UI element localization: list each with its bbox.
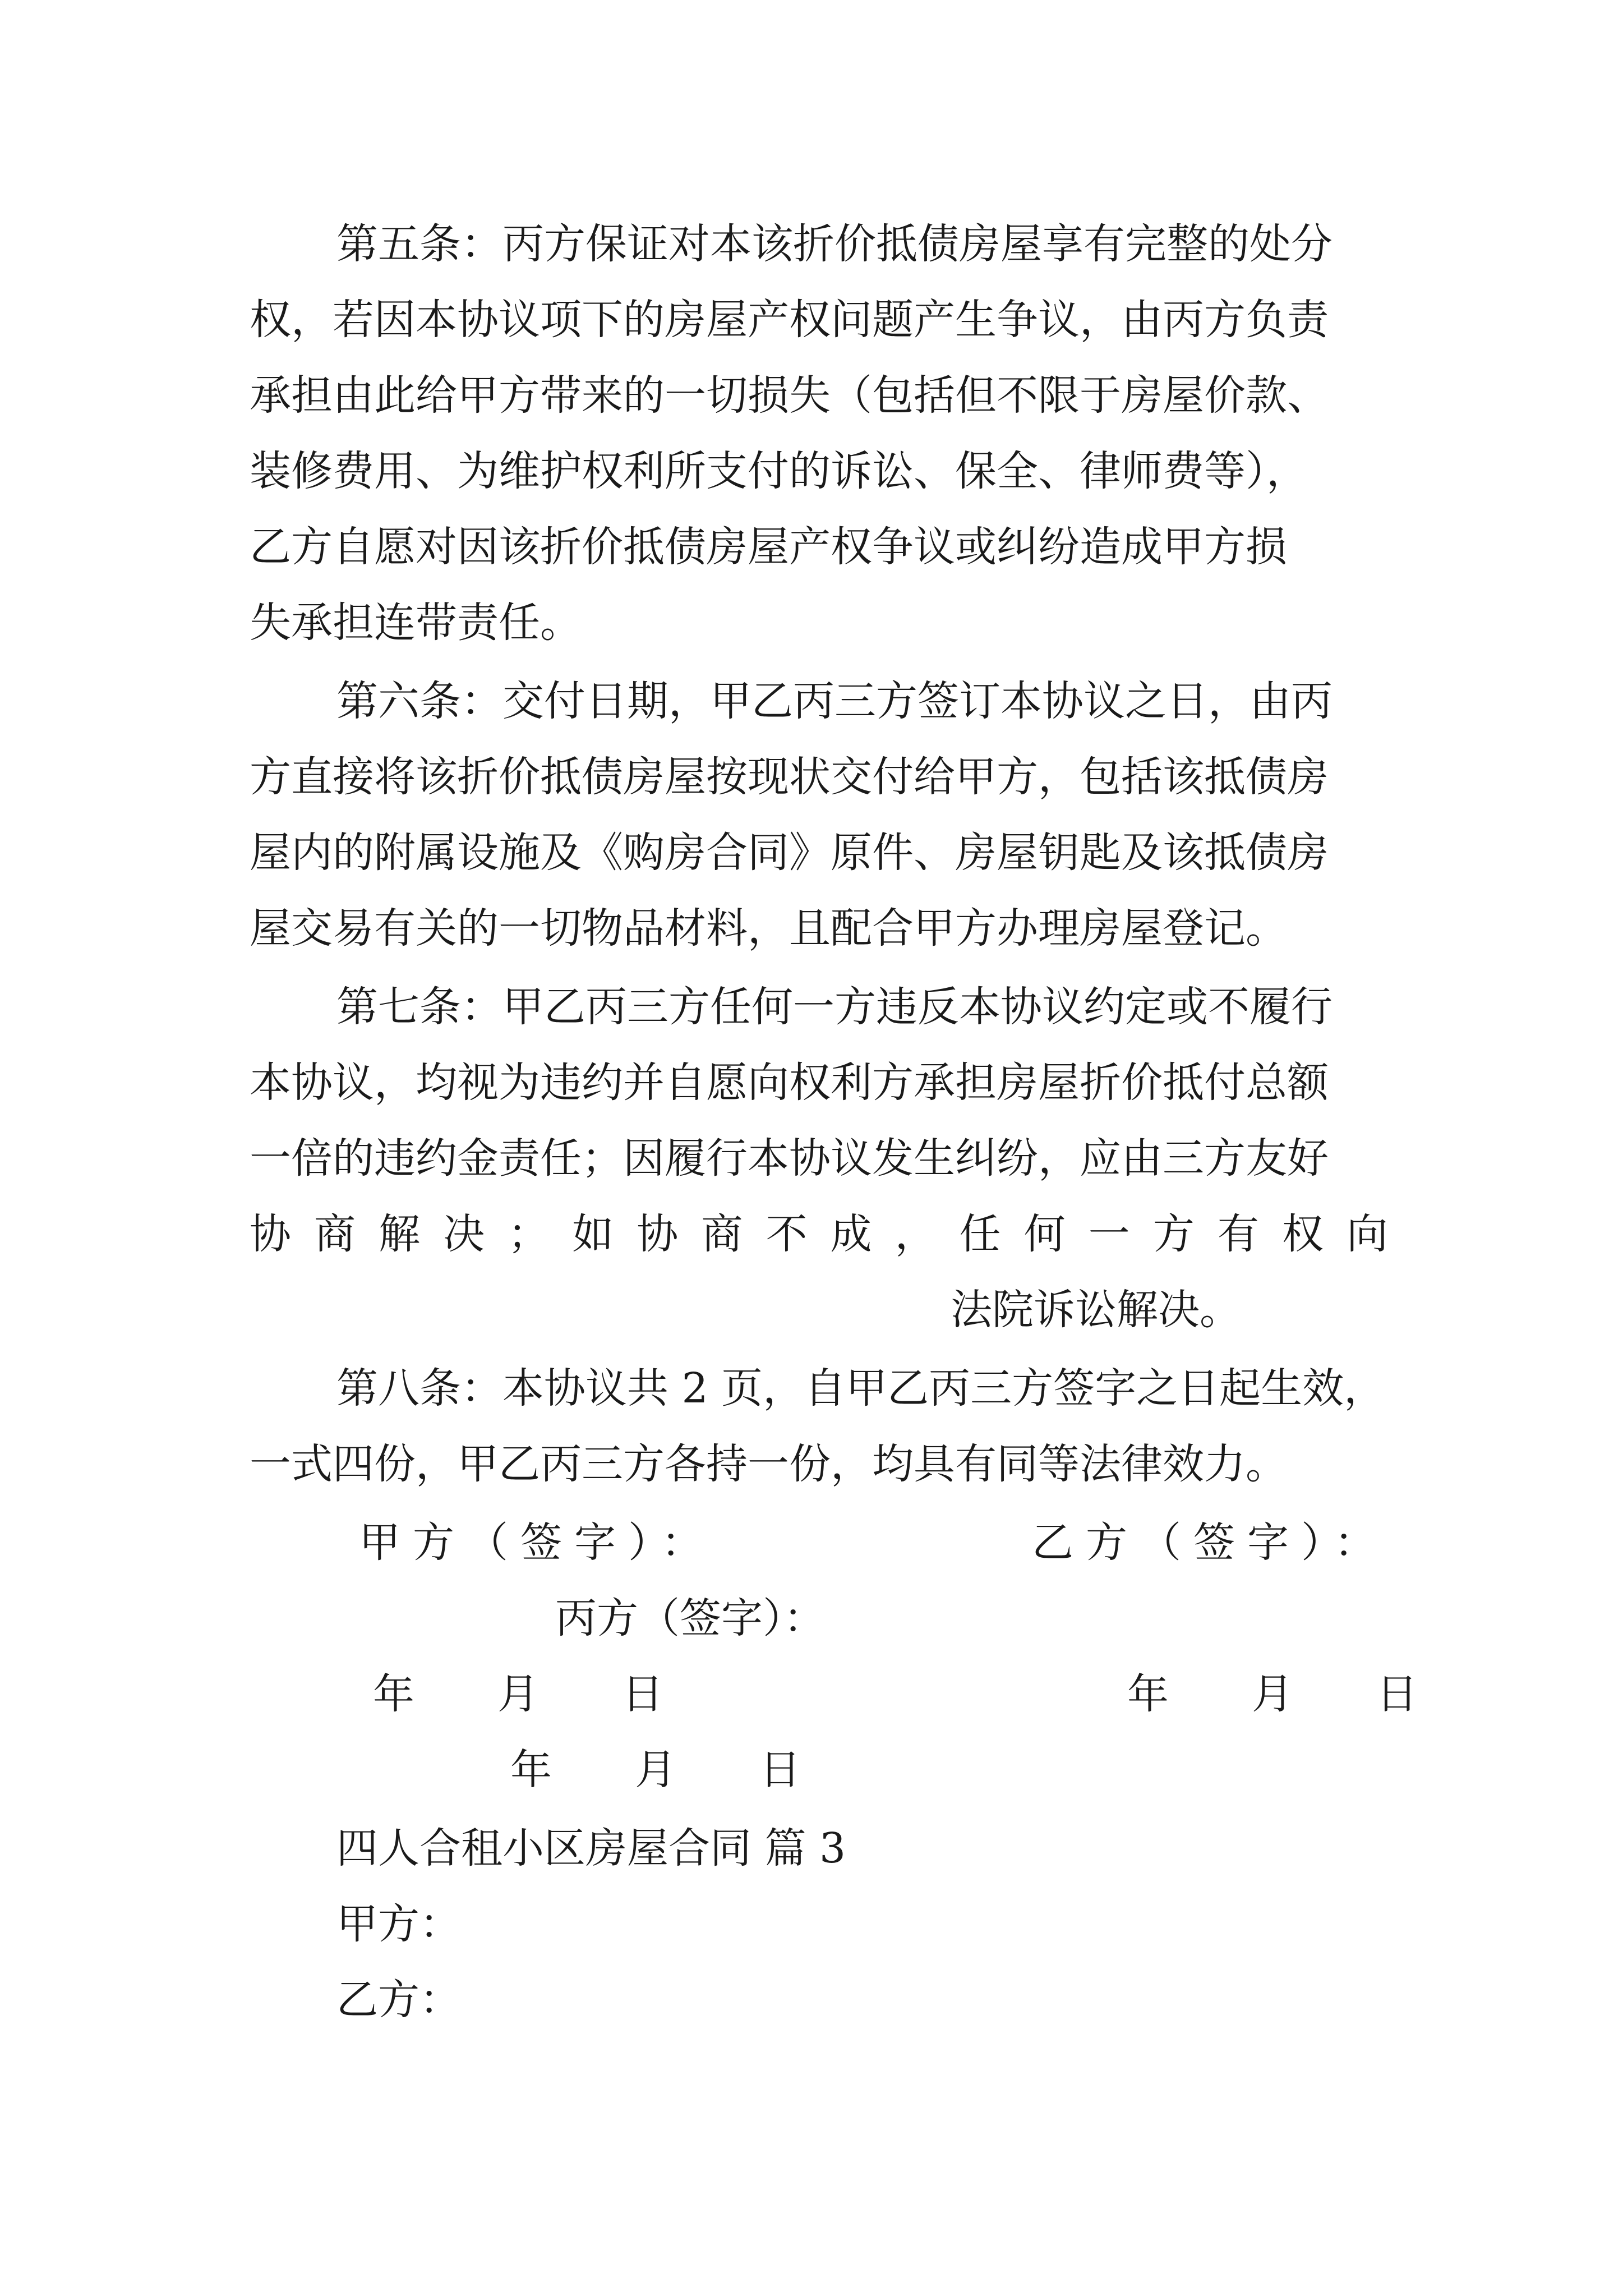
article7-line3: 一倍的违约金责任；因履行本协议发生纠纷，应由三方友好 [250,1134,1329,1182]
next-party-a-label: 甲方： [336,1900,461,1948]
party-a-signature-label: 甲方（签字）： [359,1519,715,1567]
party-b-signature-label: 乙方（签字）： [1032,1519,1388,1567]
article7-line2: 本协议，均视为违约并自愿向权利方承担房屋折价抵付总额 [250,1059,1329,1107]
article5-line1: 第五条：丙方保证对本该折价抵债房屋享有完整的处分 [336,220,1332,268]
section-title: 四人合租小区房屋合同 篇 3 [336,1824,846,1872]
article6-line4: 屋交易有关的一切物品材料，且配合甲方办理房屋登记。 [250,904,1287,953]
article5-line3: 承担由此给甲方带来的一切损失（包括但不限于房屋价款、 [250,371,1329,420]
article5-line6: 失承担连带责任。 [250,599,582,647]
article5-line4: 装修费用、为维护权利所支付的诉讼、保全、律师费等）， [250,447,1308,495]
article5-line2: 权，若因本协议项下的房屋产权问题产生争议，由丙方负责 [250,296,1329,344]
party-b-date: 年 月 日 [1127,1670,1418,1718]
article6-line3: 屋内的附属设施及《购房合同》原件、房屋钥匙及该抵债房 [250,829,1329,877]
party-a-date: 年 月 日 [373,1670,663,1718]
article6-line1: 第六条：交付日期，甲乙丙三方签订本协议之日，由丙 [336,677,1332,725]
article7-line5: 法院诉讼解决。 [951,1286,1241,1334]
article8-line1: 第八条：本协议共 2 页，自甲乙丙三方签字之日起生效， [336,1364,1386,1412]
party-c-date: 年 月 日 [510,1746,801,1794]
article7-line4: 协商解决；如协商不成，任何一方有权向 [250,1210,1388,1258]
party-c-signature-label: 丙方（签字）： [555,1594,825,1642]
article5-line5: 乙方自愿对因该折价抵债房屋产权争议或纠纷造成甲方损 [250,523,1287,571]
article8-line2: 一式四份，甲乙丙三方各持一份，均具有同等法律效力。 [250,1440,1287,1488]
next-party-b-label: 乙方： [336,1976,461,2024]
article6-line2: 方直接将该折价抵债房屋按现状交付给甲方，包括该抵债房 [250,753,1329,801]
article7-line1: 第七条：甲乙丙三方任何一方违反本协议约定或不履行 [336,983,1332,1031]
